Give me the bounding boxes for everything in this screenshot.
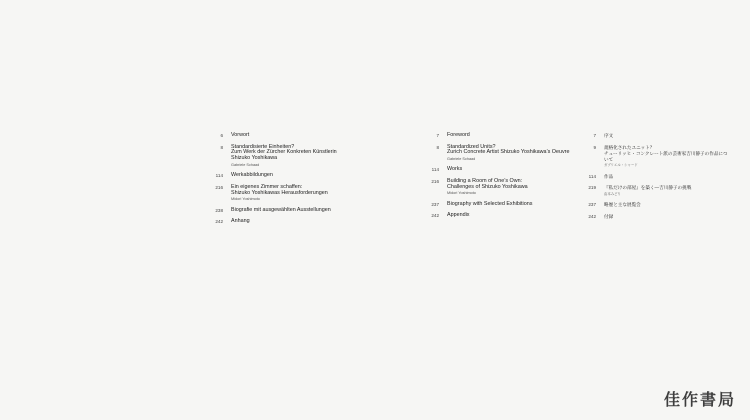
entry-author: 由本みどり	[604, 191, 621, 196]
toc-column-english	[423, 133, 603, 220]
entry-title: Ein eigenes Zimmer schaffen: Shizuko Yoshikawas Herausforderungen	[231, 183, 328, 196]
entry-title: Werkabbildungen	[231, 172, 273, 179]
toc-entry[interactable]	[207, 173, 407, 180]
entry-title: Foreword	[447, 132, 470, 138]
page-number: 7	[436, 133, 439, 138]
entry-title: 付録	[604, 213, 614, 219]
entry-author: Midori Yoshimoto	[231, 197, 260, 202]
page-number: 242	[215, 219, 223, 225]
page-number: 114	[431, 167, 439, 173]
entry-author: Gabriele Schaad	[447, 156, 476, 161]
page-number: 8	[220, 144, 223, 150]
toc-entry[interactable]	[580, 185, 730, 197]
toc-entry[interactable]	[423, 133, 603, 140]
entry-title: Appendix	[447, 212, 470, 219]
toc-entry[interactable]	[207, 133, 407, 140]
entry-title: Building a Room of One’s Own: Challenges of Shizuko Yoshikawa	[447, 177, 528, 190]
page-number: 9	[593, 144, 596, 150]
toc-entry[interactable]	[580, 202, 730, 209]
toc-entry[interactable]	[580, 174, 730, 181]
page-number: 114	[588, 173, 596, 179]
page-number: 242	[431, 213, 439, 219]
page-number: 238	[215, 207, 223, 213]
page-number: 237	[431, 201, 439, 207]
toc-entry[interactable]	[580, 133, 730, 140]
toc-entry[interactable]	[580, 145, 730, 169]
toc-entry[interactable]	[423, 179, 603, 197]
toc-column-japanese	[580, 133, 730, 220]
entry-title: Vorwort	[231, 132, 250, 138]
toc-entry[interactable]	[423, 167, 603, 174]
page-number: 237	[588, 202, 596, 207]
toc-entry[interactable]	[207, 219, 407, 226]
entry-title: 略歴と主な展覧会	[604, 202, 641, 207]
publisher-watermark: 佳作書局	[663, 390, 736, 409]
entry-title: Biography with Selected Exhibitions	[447, 200, 533, 207]
toc-column-german	[207, 133, 407, 226]
page-number: 216	[431, 178, 439, 184]
page-number: 114	[215, 173, 223, 179]
entry-title: 規格化されたユニット？ チューリッヒ・コンクレート派の芸術家吉川静子の作品について	[604, 144, 728, 162]
entry-title: 『私だけの部屋』を築く—吉川静子の挑戦	[604, 185, 692, 190]
toc-entry[interactable]	[423, 145, 603, 163]
entry-title: Anhang	[231, 218, 250, 225]
page-number: 6	[220, 133, 223, 138]
entry-title: 序文	[604, 133, 614, 138]
toc-entry[interactable]	[207, 145, 407, 169]
page-number: 8	[436, 144, 439, 150]
toc-entry[interactable]	[207, 185, 407, 203]
entry-title: Standardized Units? Zurich Concrete Artist Shizuko Yoshikawa’s Oeuvre	[447, 143, 570, 156]
page-number: 242	[588, 213, 596, 219]
page-number: 7	[593, 133, 596, 138]
entry-author: ガブリエル・シャード	[604, 163, 638, 167]
entry-author: Gabriele Schaad	[231, 162, 260, 167]
entry-title: Standardisierte Einheiten? Zum Werk der Zürcher Konkreten Künstlerin Shizuko Yoshikawa	[231, 143, 337, 162]
toc-entry[interactable]	[580, 214, 730, 221]
entry-title: Works	[447, 166, 463, 173]
entry-title: 作品	[604, 173, 614, 179]
toc-entry[interactable]	[423, 213, 603, 220]
page-number: 216	[215, 184, 223, 190]
toc-entry[interactable]	[207, 208, 407, 215]
entry-author: Midori Yoshimoto	[447, 191, 476, 196]
entry-title: Biografie mit ausgewählten Ausstellungen	[231, 206, 331, 213]
page-number: 219	[588, 185, 596, 190]
toc-entry[interactable]	[423, 202, 603, 209]
